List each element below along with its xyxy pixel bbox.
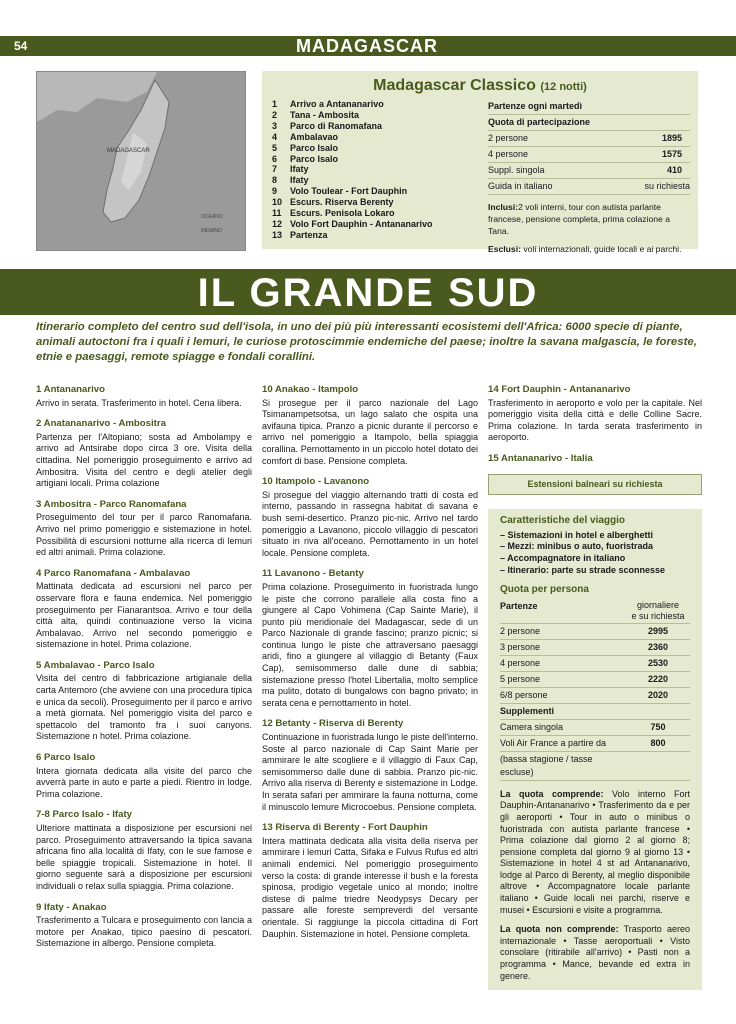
itinerary-column-1 [36, 384, 252, 959]
price-value: 2220 [647, 673, 669, 684]
table-row [488, 147, 690, 163]
list-item [272, 99, 433, 110]
itinerary-day [262, 476, 478, 559]
day-text: Mattinata dedicata ad escursioni nel parco per osservare flora e fauna endemica. Nel pomeriggio proseguimento per Fianarantsoa. Arrivo e tour della città alta, quindi continuazione verso la vicina Ambalavao. Arrivo nel secondo pomeriggio e sistemazione in hotel. Prima colazione. [36, 581, 252, 650]
day-number: 13 [272, 229, 283, 240]
supplement-label: Voli Air France a partire da [500, 737, 607, 748]
map-label-ocean: OCEANO [201, 214, 223, 220]
excluded-text: voli internazionali, guide locali e ai parchi. [523, 244, 682, 254]
supplements-label: Supplementi [500, 705, 555, 716]
day-heading: 6 Parco Isalo [36, 752, 96, 764]
day-title: Ambalavao [290, 131, 339, 142]
list-item [272, 164, 433, 175]
excludes-text: Trasporto aereo internazionale • Tasse aeroportuali • Visto consolare (ritirabile all'arrivo) • Pasti non a programma • Mance, bevande ed extra in genere. [500, 924, 690, 981]
quota-table [500, 584, 690, 781]
classic-nights: (12 notti) [540, 81, 587, 93]
day-title: Partenza [290, 229, 328, 240]
quota-label: Quota di partecipazione [488, 117, 591, 127]
price-label: Suppl. singola [488, 165, 545, 175]
classic-tour-box [262, 71, 698, 254]
price-value: 2020 [647, 689, 669, 700]
day-heading: 10 Anakao - Itampolo [262, 384, 359, 395]
excludes-label: La quota non comprende: [500, 924, 619, 935]
day-heading: 12 Betanty - Riserva di Berenty [262, 718, 404, 730]
itinerary-day [262, 718, 478, 813]
list-item [272, 208, 433, 219]
day-title: Escurs. Penisola Lokaro [290, 208, 395, 219]
features-box [488, 509, 702, 990]
supplement-value [627, 753, 690, 779]
madagascar-map [36, 71, 246, 251]
day-number: 9 [272, 186, 278, 197]
classic-title [262, 77, 698, 95]
includes-note [500, 789, 690, 917]
supplement-value: 750 [650, 721, 666, 732]
included-text: 2 voli interni, tour con autista parlante francese, pensione completa, prima colazione a Tana. [488, 202, 671, 236]
excluded-note [488, 243, 690, 255]
included-label: Inclusi: [488, 202, 519, 212]
day-title: Parco Isalo [290, 153, 339, 164]
features-title: Caratteristiche del viaggio [500, 515, 626, 527]
extensions-banner: Estensioni balneari su richiesta [488, 474, 702, 496]
day-text: Proseguimento del tour per il parco Ranomafana. Arrivo nel primo pomeriggio e sistemazione in hotel. Possibilità di escursioni notturne alla ricerca di lemuri ed altri animali. Prima colazione. [36, 512, 252, 558]
day-title: Parco di Ranomafana [290, 120, 383, 131]
price-label: Guida in italiano [488, 181, 553, 191]
day-number: 11 [272, 208, 282, 219]
day-text: Visita del centro di fabbricazione artigianale della carta Antemoro (che avviene con una procedura tipica e unica da secoli). Proseguimento per il parco e arrivo a metà giornata. Nel pomeriggio visita del parco e spettacolo del tramonto fra i suoi canyons. Sistemazione n hotel. Prima colazione. [36, 673, 252, 742]
list-item [272, 219, 433, 230]
list-item [272, 121, 433, 132]
itinerary-day [36, 660, 252, 743]
itinerary-day [488, 453, 702, 465]
day-title: Volo Fort Dauphin - Antananarivo [290, 218, 433, 229]
day-heading: 5 Ambalavao - Parco Isalo [36, 659, 155, 671]
price-label: 2 persone [488, 133, 529, 143]
itinerary-day [262, 568, 478, 709]
day-number: 1 [272, 99, 278, 109]
table-row [500, 720, 690, 736]
list-item [272, 186, 433, 197]
itinerary-column-2 [262, 384, 478, 949]
supplement-label: Camera singola [500, 721, 564, 732]
day-text: Arrivo in serata. Trasferimento in hotel. Cena libera. [36, 397, 242, 408]
day-title: Volo Toulear - Fort Dauphin [290, 186, 408, 197]
supplement-label: (bassa stagione / tasse escluse) [500, 753, 593, 777]
day-heading: 15 Antananarivo - Italia [488, 452, 593, 464]
excluded-label: Esclusi: [488, 244, 521, 254]
includes-label: La quota comprende: [500, 788, 604, 799]
price-label: 4 persone [500, 657, 541, 668]
main-title: IL GRANDE SUD [197, 271, 539, 315]
includes-text: Volo interno Fort Dauphin-Antananarivo • Trasferimento da e per gli aeroporti • Tour in auto o minibus o fuoristrada con autista parlante francese • Prima colazione dal giorno 2 al giorno 8; pensione completa dal giorno 9 al giorno 13 • Sistemazione in hotel 4 st ad Antananarivo, lodge al Parco di Berenty, al meglio disponibile altrove • Accompagnatore locale parlante italiano • Guide locali nei parchi, riserve e musei • Escursioni e visite a programma. [500, 788, 690, 915]
supplements-row [500, 704, 690, 720]
supplement-value: 800 [650, 737, 666, 748]
price-value: 1575 [661, 149, 682, 159]
table-row [488, 163, 690, 179]
classic-title-text: Madagascar Classico [373, 77, 536, 94]
day-title: Escurs. Riserva Berenty [290, 197, 394, 208]
day-number: 10 [272, 197, 283, 208]
day-heading: 2 Anatananarivo - Ambositra [36, 418, 166, 430]
table-header-row [500, 599, 690, 624]
header-right-line-1: giornaliere [636, 599, 680, 610]
table-row [500, 672, 690, 688]
map-label-country: MADAGASCAR [107, 148, 150, 154]
day-text: Ulteriore mattinata a disposizione per escursioni nel parco. Proseguimento attraversando la tipica savana africana fino alla località di Ifaty, con le sue famose e belle spiaggie tropicali. Sistemazione in hotel. Il giorno seguente sarà a disposizione per escursioni individuali o relax sulla spiaggia. Prima colazione. [36, 823, 252, 891]
day-text: Partenza per l'Altopiano; sosta ad Ambolampy e arrivo ad Antsirabe dopo circa 3 ore. Visita della cittadina. Nel pomeriggio proseguimento e arrivo ad Ambositra. Visita del centro e degli atelier degli artigiani locali. Prima colazione [36, 431, 252, 489]
list-item [272, 230, 433, 241]
feature-item: – Sistemazioni in hotel e alberghetti [500, 529, 654, 540]
day-heading: 3 Ambositra - Parco Ranomafana [36, 498, 187, 510]
itinerary-day [36, 902, 252, 950]
itinerary-day [36, 809, 252, 892]
list-item [272, 132, 433, 143]
header-left: Partenze [500, 600, 538, 611]
day-number: 4 [272, 131, 278, 142]
feature-item: – Itinerario: parte su strade sconnesse [500, 564, 666, 575]
list-item [272, 197, 433, 208]
quota-title: Quota per persona [500, 584, 589, 596]
price-label: 5 persone [500, 673, 541, 684]
itinerary-day [36, 418, 252, 490]
price-value: su richiesta [644, 181, 690, 191]
departures-text: Partenze ogni martedì [488, 101, 583, 111]
day-heading: 10 Itampolo - Lavanono [262, 476, 370, 488]
day-number: 7 [272, 164, 278, 175]
table-row [500, 688, 690, 704]
day-heading: 4 Parco Ranomafana - Ambalavao [36, 567, 191, 579]
header-right [626, 600, 690, 622]
price-label: 4 persone [488, 149, 529, 159]
table-row [500, 736, 690, 752]
day-heading: 1 Antananarivo [36, 384, 105, 395]
price-label: 6/8 persone [500, 689, 548, 700]
list-item [272, 154, 433, 165]
price-value: 2530 [647, 657, 669, 668]
list-item [272, 143, 433, 154]
day-text: Trasferimento in aeroporto e volo per la capitale. Nel pomeriggio visita della città e delle Colline Sacre. Prima colazione. In tarda serata trasferimento in aeroporto. [488, 397, 702, 443]
day-number: 8 [272, 175, 278, 186]
price-value: 2995 [647, 625, 669, 636]
itinerary-day [488, 384, 702, 444]
day-number: 2 [272, 109, 278, 120]
day-text: Si prosegue del viaggio alternando tratti di costa ed interno, passando in rassegna habitat di savana e bush semi-desertico. Pranzo pic-nic. Arrivo nel tardo pomeriggio a Lavanono, piccolo villaggio di pescatori situato in riva all'oceano. Pernottamento in un hotel locale. Pensione completa. [262, 489, 478, 558]
header-right-line-2: e su richiesta [631, 610, 685, 621]
table-row [500, 640, 690, 656]
day-text: Si prosegue per il parco nazionale del Lago Tsimanampetsotsa, un lago salato che ospita una avifauna tipica. Pranzo a picnic durante il percorso e arrivo nel pomeriggio a Itampolo, bella spiaggia corallina. Pernottamento in un piccolo hotel dotato dei comfort di base. Pensione completa. [262, 397, 478, 466]
included-note [488, 201, 690, 237]
map-illustration [37, 72, 245, 250]
day-text: Intera mattinata dedicata alla visita della riserva per ammirare i lemuri Catta, Sifaka e Fulvus Rufus ed altri animali endemici. Nel pomeriggio proseguimento verso la costa: di grande interesse il bush e la foresta spinosa, prodigio vegetale unico al mondo; inoltre distese di palme triedre Neodypsys Decary per passare alle foreste sempreverdi del versante orientale. Si raggiunge la piccola cittadina di Fort Dauphin. Sistemazione in hotel. Pensione completa. [262, 835, 478, 939]
itinerary-day [36, 499, 252, 559]
itinerary-day [262, 384, 478, 467]
price-label: 2 persone [500, 625, 541, 636]
day-text: Continuazione in fuoristrada lungo le piste dell'interno. Soste al parco nazionale di Cap Saint Marie per ammirare le alte scogliere e il villaggio di Faux Cap, semisommerso dalle dune di sabbia. Pranzo pic-nic. Arrivo alla riserva di Berenty e sistemazione in Lodge. In serata safari per ammirare la fauna notturna, come il minuscolo lemure Microcoebus. Pensione completa. [262, 732, 478, 812]
day-title: Arrivo a Antananarivo [290, 99, 384, 109]
day-number: 12 [272, 218, 283, 229]
day-title: Parco Isalo [290, 142, 339, 153]
itinerary-column-3 [488, 384, 702, 990]
feature-item: – Mezzi: minibus o auto, fuoristrada [500, 541, 654, 552]
day-title: Tana - Ambosita [290, 109, 360, 120]
table-row [488, 179, 690, 195]
day-heading: 14 Fort Dauphin - Antananarivo [488, 384, 631, 395]
intro-text: Itinerario completo del centro sud dell'isola, in uno dei più più interessanti ecosistemi dell'Africa: 6000 specie di piante, animali autoctoni fra i quali i lemuri, le curiose protoscimmie endemiche del paese; inoltre la savana malgascia, le foreste, etnie e paesaggi, remote spiagge e fondali corallini. [36, 321, 697, 363]
departures-row [488, 99, 690, 115]
day-number: 3 [272, 120, 278, 131]
excludes-note [500, 924, 690, 982]
day-text: Intera giornata dedicata alla visite del parco che avverrà parte in auto e parte a piedi. Rientro in lodge. Prima colazione. [36, 765, 252, 799]
feature-item: – Accompagnatore in italiano [500, 552, 626, 563]
day-number: 5 [272, 142, 278, 153]
list-item [272, 110, 433, 121]
list-item [272, 175, 433, 186]
day-text: Trasferimento a Tulcara e proseguimento con lancia a motore per Anakao, tipico paesino di pescatori. Sistemazione in albergo. Pensione completa. [36, 915, 252, 949]
itinerary-day [36, 568, 252, 651]
page-number: 54 [14, 39, 28, 53]
day-title: Ifaty [290, 164, 309, 175]
table-row [500, 624, 690, 640]
day-heading: 13 Riserva di Berenty - Fort Dauphin [262, 822, 428, 834]
itinerary-day [262, 822, 478, 940]
map-label-indian: INDIANO [201, 228, 222, 234]
table-row [488, 131, 690, 147]
classic-quota-table [488, 99, 690, 255]
day-number: 6 [272, 153, 278, 164]
country-title: MADAGASCAR [296, 36, 438, 56]
price-value: 410 [666, 165, 682, 175]
table-row [500, 752, 690, 781]
quota-label-row [488, 115, 690, 131]
classic-days-list [272, 99, 433, 241]
day-title: Ifaty [290, 175, 309, 186]
day-heading: 11 Lavanono - Betanty [262, 568, 364, 580]
price-value: 1895 [661, 133, 682, 143]
price-label: 3 persone [500, 641, 541, 652]
itinerary-day [36, 752, 252, 800]
itinerary-day [36, 384, 252, 409]
day-heading: 9 Ifaty - Anakao [36, 901, 107, 913]
day-heading: 7-8 Parco Isalo - Ifaty [36, 809, 132, 821]
price-value: 2360 [647, 641, 669, 652]
table-row [500, 656, 690, 672]
day-text: Prima colazione. Proseguimento in fuoristrada lungo le piste che corrono parallele alla costa fino a giungere al Capo Vohimena (Cap Sainte Marie), il punto più meridionale del Madagascar, sede di un Parco Nazionale di grande fascino; pranzo picnic; si continua lungo le piste che attraversano paesaggi aridi, fino a giungere al villaggio di Betanty (Faux Cap), semisommerso dalle dune di sabbia; sistemazione presso l'hotel Libertalia, molto semplice ma pulito, dotato di bungalows con bagno privato; in serata cena e pernottamento in hotel. [262, 581, 478, 708]
